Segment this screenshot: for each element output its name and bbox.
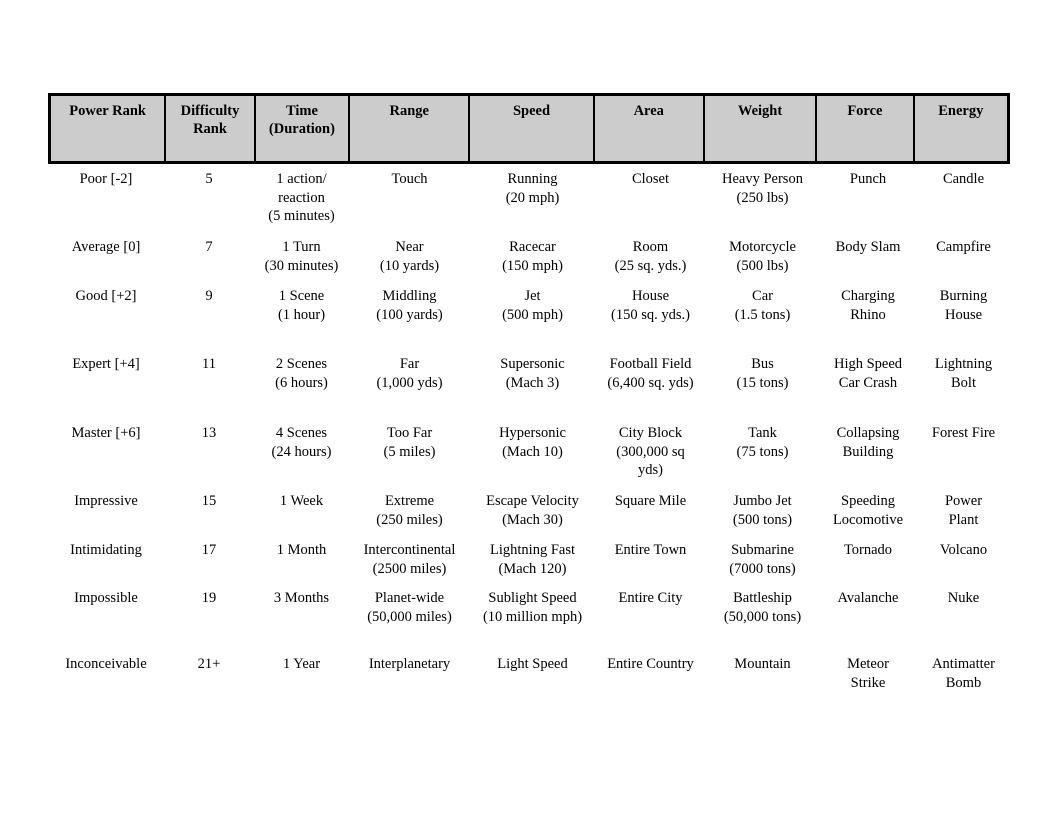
table-cell: Jet (500 mph) bbox=[502, 288, 563, 323]
table-row bbox=[48, 355, 1010, 392]
header-range: Range bbox=[350, 96, 470, 161]
table-cell: Punch bbox=[849, 171, 887, 187]
table-cell: Volcano bbox=[939, 542, 988, 558]
table-cell: Poor [-2] bbox=[79, 171, 133, 187]
header-speed: Speed bbox=[470, 96, 594, 161]
table-cell: Good [+2] bbox=[75, 288, 137, 304]
table-cell: Extreme (250 miles) bbox=[376, 493, 443, 528]
table-cell: Impressive bbox=[74, 493, 138, 509]
table-cell: 13 bbox=[201, 425, 217, 441]
table-cell: Room (25 sq. yds.) bbox=[614, 239, 687, 274]
table-cell: 21+ bbox=[197, 656, 221, 672]
table-cell: Light Speed bbox=[497, 656, 568, 672]
table-cell: Intimidating bbox=[70, 542, 142, 558]
table-cell: 1 Turn (30 minutes) bbox=[264, 239, 339, 274]
header-difficulty-rank: Difficulty Rank bbox=[166, 96, 255, 161]
table-cell: Entire Country bbox=[607, 656, 694, 672]
table-cell: Burning House bbox=[939, 288, 988, 323]
table-cell: 1 Year bbox=[282, 656, 321, 672]
table-cell: 17 bbox=[201, 542, 217, 558]
table-row bbox=[48, 424, 1010, 480]
table-row bbox=[48, 287, 1010, 324]
table-cell: 9 bbox=[205, 288, 213, 304]
table-cell: 1 Week bbox=[279, 493, 324, 509]
table-row bbox=[48, 655, 1010, 692]
table-cell: Football Field (6,400 sq. yds) bbox=[607, 356, 694, 391]
table-cell: Heavy Person (250 lbs) bbox=[722, 171, 803, 206]
table-cell: Jumbo Jet (500 tons) bbox=[732, 493, 793, 528]
table-cell: Campfire bbox=[936, 239, 991, 255]
table-cell: 1 Month bbox=[276, 542, 327, 558]
table-cell: House (150 sq. yds.) bbox=[611, 288, 690, 323]
table-cell: City Block (300,000 sq yds) bbox=[616, 425, 685, 478]
header-power-rank: Power Rank bbox=[51, 96, 166, 161]
table-cell: Mountain bbox=[734, 656, 791, 672]
table-cell: Power Plant bbox=[944, 493, 983, 528]
table-cell: Submarine (7000 tons) bbox=[729, 542, 796, 577]
table-cell: 11 bbox=[202, 356, 216, 372]
table-row bbox=[48, 589, 1010, 626]
table-cell: Escape Velocity (Mach 30) bbox=[486, 493, 579, 528]
header-area: Area bbox=[595, 96, 705, 161]
header-time: Time (Duration) bbox=[256, 96, 350, 161]
table-cell: Meteor Strike bbox=[847, 656, 889, 691]
table-cell: Intercontinental (2500 miles) bbox=[363, 542, 456, 577]
table-cell: 3 Months bbox=[273, 590, 330, 606]
table-cell: Bus (15 tons) bbox=[736, 356, 789, 391]
table-cell: Middling (100 yards) bbox=[376, 288, 443, 323]
table-cell: Master [+6] bbox=[71, 425, 141, 441]
table-cell: Speeding Locomotive bbox=[832, 493, 904, 528]
table-cell: Car (1.5 tons) bbox=[734, 288, 791, 323]
table-row bbox=[48, 238, 1010, 275]
table-cell: Expert [+4] bbox=[72, 356, 140, 372]
table-cell: 1 action/ reaction (5 minutes) bbox=[268, 171, 335, 224]
table-cell: Supersonic (Mach 3) bbox=[500, 356, 565, 391]
header-weight: Weight bbox=[705, 96, 817, 161]
table-cell: Tank (75 tons) bbox=[736, 425, 789, 460]
table-cell: Far (1,000 yds) bbox=[376, 356, 443, 391]
table-cell: Average [0] bbox=[71, 239, 141, 255]
table-cell: 5 bbox=[205, 171, 213, 187]
header-energy: Energy bbox=[938, 103, 984, 119]
table-cell: Square Mile bbox=[614, 493, 687, 509]
table-cell: 19 bbox=[201, 590, 217, 606]
table-cell: Charging Rhino bbox=[841, 288, 895, 323]
table-cell: Candle bbox=[942, 171, 985, 187]
table-cell: Body Slam bbox=[835, 239, 901, 255]
table-header-row bbox=[48, 93, 1010, 164]
table-row bbox=[48, 492, 1010, 529]
table-cell: Antimatter Bomb bbox=[932, 656, 995, 691]
table-cell: Near (10 yards) bbox=[379, 239, 440, 274]
table-cell: Lightning Fast (Mach 120) bbox=[490, 542, 575, 577]
table-cell: Touch bbox=[391, 171, 428, 187]
table-cell: Forest Fire bbox=[931, 425, 996, 441]
table-cell: Running (20 mph) bbox=[505, 171, 560, 206]
table-cell: 15 bbox=[201, 493, 217, 509]
table-row bbox=[48, 170, 1010, 226]
table-cell: Planet-wide (50,000 miles) bbox=[367, 590, 452, 625]
table-cell: Hypersonic (Mach 10) bbox=[499, 425, 566, 460]
table-cell: High Speed Car Crash bbox=[833, 356, 903, 391]
table-cell: 7 bbox=[205, 239, 213, 255]
table-cell: Interplanetary bbox=[368, 656, 451, 672]
table-cell: Inconceivable bbox=[65, 656, 147, 672]
table-cell: Closet bbox=[631, 171, 670, 187]
header-force: Force bbox=[817, 96, 914, 161]
table-cell: Racecar (150 mph) bbox=[502, 239, 563, 274]
table-cell: Battleship (50,000 tons) bbox=[723, 590, 802, 625]
table-cell: Tornado bbox=[843, 542, 893, 558]
table-cell: Entire Town bbox=[614, 542, 687, 558]
table-cell: Collapsing Building bbox=[836, 425, 900, 460]
table-row bbox=[48, 541, 1010, 578]
table-cell: Too Far (5 miles) bbox=[383, 425, 436, 460]
table-cell: Impossible bbox=[74, 590, 138, 606]
table-cell: 2 Scenes (6 hours) bbox=[275, 356, 328, 391]
table-cell: Lightning Bolt bbox=[934, 356, 993, 391]
table-cell: Entire City bbox=[618, 590, 683, 606]
table-cell: Avalanche bbox=[837, 590, 899, 606]
table-cell: 1 Scene (1 hour) bbox=[277, 288, 326, 323]
table-cell: 4 Scenes (24 hours) bbox=[271, 425, 332, 460]
table-cell: Sublight Speed (10 million mph) bbox=[482, 590, 583, 625]
table-cell: Motorcycle (500 lbs) bbox=[729, 239, 796, 274]
table-cell: Nuke bbox=[947, 590, 980, 606]
